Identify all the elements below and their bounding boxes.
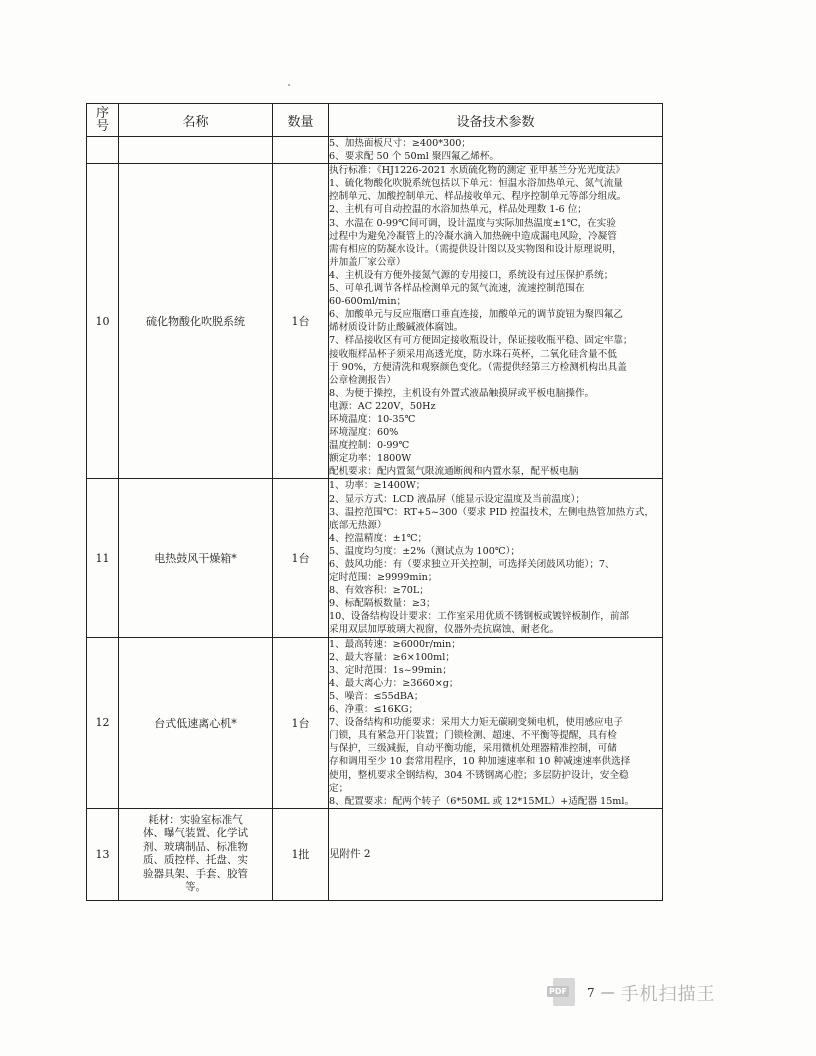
row-number: 12 — [87, 637, 119, 808]
spec-line: 1、功率：≥1400W； — [329, 480, 426, 492]
row-name: 台式低速离心机* — [119, 637, 273, 808]
row-name: 硫化物酸化吹脱系统 — [119, 164, 273, 479]
row-number — [87, 137, 119, 164]
spec-line: 4、主机设有方便外接氮气源的专用接口，系统设有过压保护系统； — [329, 269, 614, 281]
table-row — [87, 164, 663, 479]
spec-line: 与保护，三级减振，自动平衡功能，采用微机处理器精准控制，可储 — [329, 743, 617, 755]
spec-line: 1、硫化物酸化吹脱系统包括以下单元：恒温水浴加热单元、氮气流量 — [329, 178, 623, 190]
spec-line: 7、设备结构和功能要求：采用大力矩无碳刷变频电机，使用感应电子 — [329, 717, 623, 729]
spec-line: 6、加酸单元与反应瓶磨口垂直连接，加酸单元的调节旋钮为聚四氟乙 — [329, 309, 623, 321]
row-name — [119, 808, 273, 900]
spec-line: 60-600ml/min； — [329, 296, 407, 308]
spec-line: 10、设备结构设计要求：工作室采用优质不锈钢板或镀锌板制作，前部 — [329, 611, 630, 623]
row-name: 电热鼓风干燥箱* — [119, 479, 273, 637]
name-line: 质、质控样、托盘、实 — [143, 854, 248, 867]
row-number: 13 — [87, 808, 119, 900]
spec-line: 存和调用至少 10 套常用程序，10 种加速速率和 10 种减速速率供选择 — [329, 756, 631, 768]
spec-line: 5、温度均匀度：±2%（测试点为 100℃）； — [329, 545, 520, 557]
equipment-spec-table — [86, 103, 663, 901]
spec-line: 5、加热面板尺寸：≥400*300； — [329, 138, 471, 149]
row-spec — [329, 479, 663, 637]
spec-line: 2、最大容量：≥6×100ml； — [329, 651, 455, 663]
spec-line: 配机要求：配内置氮气限流通断阀和内置水泵，配平板电脑 — [329, 466, 579, 478]
pdf-file-icon: PDF — [547, 976, 577, 1010]
row-number: 11 — [87, 479, 119, 637]
table-row — [87, 137, 663, 164]
spec-line: 于 90%，方便清洗和观察颜色变化。（需提供经第三方检测机构出具盖 — [329, 361, 627, 373]
row-quantity: 1台 — [273, 164, 329, 479]
row-spec — [329, 164, 663, 479]
spec-line: 门锁，具有紧急开门装置；门锁检测、超速、不平衡等提醒，具有检 — [329, 730, 617, 742]
row-spec — [329, 137, 663, 164]
spec-line: 7、样品接收区有可方便固定接收瓶设计，保证接收瓶平稳、固定牢靠； — [329, 335, 633, 347]
spec-line: 环境温度：10-35℃ — [329, 413, 416, 425]
spec-line: 控制单元、加酸控制单元、样品接收单元、程序控制单元等部分组成。 — [329, 191, 627, 203]
spec-line: 定； — [329, 782, 349, 794]
spec-line: 2、主机有可自动控温的水浴加热单元，样品处理数 1-6 位； — [329, 204, 587, 216]
header-spec: 设备技术参数 — [329, 104, 663, 137]
spec-line: 额定功率：1800W — [329, 453, 412, 465]
header-number: 序 号 — [87, 104, 119, 137]
spec-line: 5、可单孔调节各样品检测单元的氮气流速，流速控制范围在 — [329, 283, 585, 295]
spec-line: 9、标配隔板数量：≥3； — [329, 598, 436, 610]
spec-line: 需有相应的防凝水设计。（需提供设计图以及实物图和设计原理说明， — [329, 243, 622, 255]
spec-line: 4、最大离心力：≥3660×g； — [329, 677, 459, 689]
scanner-watermark — [547, 976, 716, 1010]
name-line: 耗材：实验室标准气 — [148, 813, 243, 826]
row-name — [119, 137, 273, 164]
table-row — [87, 479, 663, 637]
row-spec: 见附件 2 — [329, 808, 663, 900]
row-quantity: 1批 — [273, 808, 329, 900]
spec-line: 烯材质设计防止酸碱液体腐蚀。 — [329, 322, 464, 334]
scan-speck — [288, 84, 290, 86]
spec-line: 过程中为避免冷凝管上的冷凝水滴入加热碗中造成漏电风险，冷凝管 — [329, 230, 617, 242]
spec-line: 底部无热源） — [329, 519, 387, 531]
name-line: 等。 — [185, 881, 206, 894]
name-line: 验器具架、手套、胶管 — [143, 867, 248, 880]
name-line: 体、曝气装置、化学试 — [143, 827, 248, 840]
spec-line: 使用，整机要求全钢结构，304 不锈钢离心腔；多层防护设计，安全稳 — [329, 769, 629, 781]
spec-line: 4、控温精度：±1℃； — [329, 532, 428, 544]
spec-line: 采用双层加厚玻璃大视窗，仪器外壳抗腐蚀、耐老化。 — [329, 624, 560, 636]
row-spec — [329, 637, 663, 808]
spec-line: 3、定时范围：1s~99min； — [329, 664, 452, 676]
row-quantity — [273, 137, 329, 164]
spec-line: 电源：AC 220V，50Hz — [329, 400, 436, 412]
spec-line: 2、显示方式：LCD 液晶屏（能显示设定温度及当前温度）； — [329, 493, 586, 505]
spec-line: 定时范围：≥9999min； — [329, 572, 438, 584]
spec-line: 温度控制：0-99℃ — [329, 440, 410, 452]
row-quantity: 1台 — [273, 479, 329, 637]
spec-line: 3、水温在 0-99℃间可调，设计温度与实际加热温度±1℃，在实验 — [329, 217, 616, 229]
name-line: 剂、玻璃制品、标准物 — [143, 840, 248, 853]
spec-line: 8、有效容积：≥70L； — [329, 585, 429, 597]
page-number: 7 — [587, 986, 595, 1000]
header-quantity: 数量 — [273, 104, 329, 137]
spec-line: 6、净重：≤16KG； — [329, 704, 419, 716]
table-row — [87, 637, 663, 808]
spec-line: 并加盖厂家公章） — [329, 256, 406, 268]
scanner-app-name: 手机扫描王 — [620, 984, 716, 1005]
spec-line: 环境湿度：60% — [329, 427, 399, 439]
header-name: 名称 — [119, 104, 273, 137]
row-quantity: 1台 — [273, 637, 329, 808]
table-header-row — [87, 104, 663, 137]
spec-line: 8、配置要求：配两个转子（6*50ML 或 12*15ML）+适配器 15ml。 — [329, 795, 635, 807]
row-number: 10 — [87, 164, 119, 479]
page-dash: — — [600, 985, 615, 1001]
spec-line: 8、为便于操控，主机设有外置式液晶触摸屏或平板电脑操作。 — [329, 387, 595, 399]
spec-line: 执行标准：《HJ1226-2021 水质硫化物的测定 亚甲基兰分光光度法》 — [329, 165, 625, 177]
spec-line: 1、最高转速：≥6000r/min； — [329, 638, 461, 650]
spec-line: 6、鼓风功能：有（要求独立开关控制，可选择关闭鼓风功能）；7、 — [329, 559, 615, 570]
spec-line: 6、要求配 50 个 50ml 聚四氟乙烯杯。 — [329, 151, 500, 163]
spec-line: 3、温控范围℃：RT+5~300（要求 PID 控温技术，左侧电热管加热方式， — [329, 506, 655, 518]
spec-line: 接收瓶样品杯子须采用高透光度，防水珠石英杯，二氧化硅含量不低 — [329, 348, 617, 360]
spec-line: 5、噪音：≤55dBA； — [329, 690, 424, 702]
table-row — [87, 808, 663, 900]
spec-line: 公章检测报告） — [329, 374, 397, 386]
